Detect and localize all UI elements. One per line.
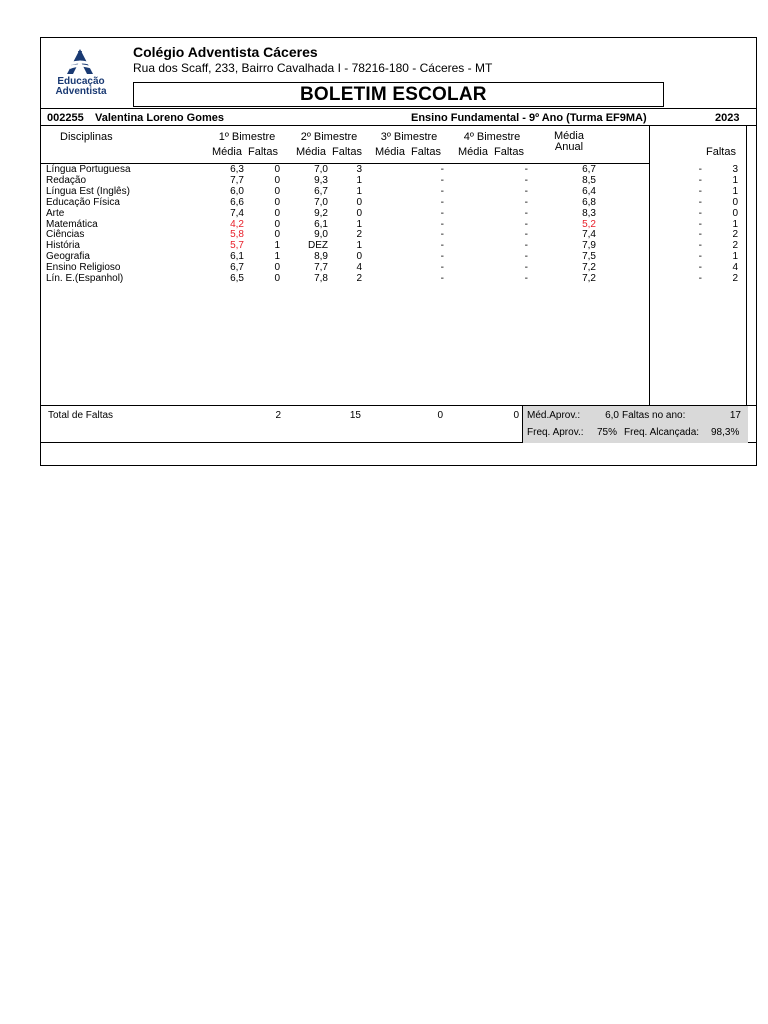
cell-media-b1: 6,7	[230, 262, 244, 274]
cell-faltas-b1: 1	[274, 251, 280, 263]
school-year: 2023	[715, 112, 740, 124]
cell-media-b3: -	[440, 207, 444, 219]
header-bim3: 3º Bimestre	[380, 131, 438, 143]
cell-media-b2: 7,7	[314, 262, 328, 274]
cell-faltas-total: 0	[732, 207, 738, 219]
cell-media-anual: 7,9	[582, 240, 596, 252]
cell-faltas-total: 2	[732, 273, 738, 284]
cell-faltas-b2: 0	[356, 196, 362, 208]
header-bim4: 4º Bimestre	[463, 131, 521, 143]
student-name: Valentina Loreno Gomes	[95, 112, 224, 124]
cell-faltas-b2: 1	[356, 218, 362, 230]
cell-faltas-b2: 0	[356, 207, 362, 219]
cell-faltas-b2: 1	[356, 185, 362, 197]
freq-alcancada-value: 98,3%	[711, 427, 740, 438]
logo-text-line2: Adventista	[55, 86, 107, 97]
cell-media-b1: 7,7	[230, 174, 244, 186]
cell-disciplina: Língua Portuguesa	[46, 164, 131, 175]
cell-faltas-dash: -	[698, 240, 702, 252]
header-faltas: Faltas	[411, 146, 441, 158]
cell-disciplina: Língua Est (Inglês)	[46, 185, 130, 197]
header-media: Média	[296, 146, 326, 158]
logo-text-line1: Educação	[57, 76, 105, 87]
cell-faltas-dash: -	[698, 251, 702, 263]
cell-media-b4: -	[524, 218, 528, 230]
header-media-anual-1: Média	[554, 130, 584, 142]
total-faltas-b3: 0	[437, 410, 443, 421]
school-address: Rua dos Scaff, 233, Bairro Cavalhada I - 78216-180 - Cáceres - MT	[133, 61, 493, 75]
cell-faltas-b2: 1	[356, 174, 362, 186]
divider-line	[40, 108, 757, 109]
cell-disciplina: Geografia	[46, 251, 90, 263]
cell-faltas-dash: -	[698, 174, 702, 186]
cell-media-b2: DEZ	[308, 240, 328, 252]
cell-media-b2: 9,0	[314, 229, 328, 241]
cell-disciplina: História	[46, 240, 80, 252]
cell-faltas-b1: 0	[274, 196, 280, 208]
cell-faltas-b2: 0	[356, 251, 362, 263]
cell-media-b4: -	[524, 240, 528, 252]
cell-faltas-total: 0	[732, 196, 738, 208]
cell-media-b4: -	[524, 229, 528, 241]
cell-faltas-total: 2	[732, 229, 738, 241]
school-logo	[60, 48, 100, 76]
cell-faltas-total: 3	[732, 164, 738, 175]
cell-faltas-total: 1	[732, 185, 738, 197]
cell-media-b4: -	[524, 262, 528, 274]
cell-media-anual: 6,7	[582, 164, 596, 175]
cell-faltas-b2: 4	[356, 262, 362, 274]
logo-caption	[46, 77, 116, 97]
cell-faltas-b2: 2	[356, 229, 362, 241]
cell-faltas-total: 1	[732, 251, 738, 263]
cell-faltas-total: 2	[732, 240, 738, 252]
header-media: Média	[375, 146, 405, 158]
freq-aprov-value: 75%	[597, 427, 618, 438]
cell-faltas-b1: 0	[274, 207, 280, 219]
header-bim1: 1º Bimestre	[218, 131, 276, 143]
cell-media-b3: -	[440, 185, 444, 197]
cell-media-b2: 7,0	[314, 164, 328, 175]
cell-media-b3: -	[440, 164, 444, 175]
cell-media-anual: 7,2	[582, 262, 596, 274]
cell-media-b4: -	[524, 164, 528, 175]
cell-media-anual: 7,4	[582, 229, 596, 241]
cell-faltas-b1: 0	[274, 262, 280, 274]
total-faltas-b2: 15	[349, 410, 361, 421]
cell-media-b4: -	[524, 273, 528, 284]
header-faltas: Faltas	[332, 146, 362, 158]
cell-faltas-dash: -	[698, 207, 702, 219]
cell-faltas-b1: 0	[274, 185, 280, 197]
cell-media-b3: -	[440, 240, 444, 252]
faltas-ano-value: 17	[729, 410, 741, 421]
document-title: BOLETIM ESCOLAR	[300, 84, 487, 105]
divider-line	[746, 125, 747, 442]
total-faltas-label: Total de Faltas	[48, 410, 114, 421]
cell-media-b1: 6,6	[230, 196, 244, 208]
cell-disciplina: Ensino Religioso	[46, 262, 121, 274]
cell-media-anual: 6,8	[582, 196, 596, 208]
cell-media-b3: -	[440, 196, 444, 208]
cell-faltas-b2: 2	[356, 273, 362, 284]
student-id: 002255	[47, 112, 84, 124]
cell-disciplina: Arte	[46, 207, 65, 219]
cell-faltas-dash: -	[698, 229, 702, 241]
cell-media-b3: -	[440, 218, 444, 230]
cell-media-b1: 6,0	[230, 185, 244, 197]
cell-disciplina: Ciências	[46, 229, 85, 241]
header-faltas: Faltas	[494, 146, 524, 158]
cell-media-anual: 7,2	[582, 273, 596, 284]
cell-media-b1: 5,8	[230, 229, 244, 241]
cell-media-b4: -	[524, 251, 528, 263]
cell-media-b3: -	[440, 262, 444, 274]
med-aprov-label: Méd.Aprov.:	[527, 410, 581, 421]
cell-faltas-dash: -	[698, 262, 702, 274]
faltas-ano-label: Faltas no ano:	[622, 410, 686, 421]
freq-alcancada-label: Freq. Alcançada:	[624, 427, 700, 438]
cell-media-b1: 5,7	[230, 240, 244, 252]
header-disciplinas: Disciplinas	[60, 131, 113, 143]
header-media: Média	[212, 146, 242, 158]
cell-media-b2: 9,2	[314, 207, 328, 219]
cell-media-b3: -	[440, 273, 444, 284]
cell-media-anual: 8,5	[582, 174, 596, 186]
cell-media-b4: -	[524, 185, 528, 197]
cell-media-b1: 6,5	[230, 273, 244, 284]
cell-media-b2: 6,1	[314, 218, 328, 230]
cell-faltas-b1: 0	[274, 164, 280, 175]
cell-faltas-dash: -	[698, 164, 702, 175]
cell-media-b2: 6,7	[314, 185, 328, 197]
cell-faltas-total: 4	[732, 262, 738, 274]
cell-media-anual: 8,3	[582, 207, 596, 219]
cell-faltas-b1: 0	[274, 174, 280, 186]
cell-disciplina: Redação	[46, 174, 87, 186]
cell-media-b3: -	[440, 174, 444, 186]
cell-media-b2: 9,3	[314, 174, 328, 186]
cell-faltas-b2: 1	[356, 240, 362, 252]
total-faltas-b4: 0	[513, 410, 519, 421]
cell-faltas-dash: -	[698, 185, 702, 197]
header-media-anual-2: Anual	[554, 141, 584, 153]
cell-faltas-b2: 3	[356, 164, 362, 175]
cell-media-b2: 8,9	[314, 251, 328, 263]
cell-faltas-dash: -	[698, 218, 702, 230]
divider-line	[649, 125, 746, 126]
cell-faltas-b1: 1	[274, 240, 280, 252]
cell-faltas-total: 1	[732, 218, 738, 230]
cell-media-b1: 4,2	[230, 218, 244, 230]
cell-media-b1: 7,4	[230, 207, 244, 219]
cell-media-b3: -	[440, 251, 444, 263]
cell-media-b4: -	[524, 196, 528, 208]
cell-media-b2: 7,8	[314, 273, 328, 284]
header-bim2: 2º Bimestre	[300, 131, 358, 143]
cell-media-b4: -	[524, 207, 528, 219]
total-faltas-b1: 2	[275, 410, 281, 421]
student-course: Ensino Fundamental - 9º Ano (Turma EF9MA)	[411, 112, 647, 124]
cell-media-b4: -	[524, 174, 528, 186]
cell-faltas-b1: 0	[274, 218, 280, 230]
cell-faltas-total: 1	[732, 174, 738, 186]
cell-disciplina: Lín. E.(Espanhol)	[46, 273, 124, 284]
cell-media-b1: 6,3	[230, 164, 244, 175]
cell-faltas-b1: 0	[274, 229, 280, 241]
cell-media-b1: 6,1	[230, 251, 244, 263]
divider-line	[649, 125, 650, 405]
header-faltas-total: Faltas	[706, 146, 736, 158]
cell-disciplina: Educação Física	[46, 196, 120, 208]
cell-media-b3: -	[440, 229, 444, 241]
cell-faltas-dash: -	[698, 273, 702, 284]
cell-media-anual: 6,4	[582, 185, 596, 197]
cell-media-b2: 7,0	[314, 196, 328, 208]
adventist-logo-icon	[60, 48, 100, 76]
cell-disciplina: Matemática	[46, 218, 98, 230]
med-aprov-value: 6,0	[605, 410, 619, 421]
header-media: Média	[458, 146, 488, 158]
cell-media-anual: 5,2	[582, 218, 596, 230]
header-faltas: Faltas	[248, 146, 278, 158]
cell-faltas-dash: -	[698, 196, 702, 208]
cell-media-anual: 7,5	[582, 251, 596, 263]
school-name: Colégio Adventista Cáceres	[133, 44, 318, 60]
cell-faltas-b1: 0	[274, 273, 280, 284]
freq-aprov-label: Freq. Aprov.:	[527, 427, 584, 438]
